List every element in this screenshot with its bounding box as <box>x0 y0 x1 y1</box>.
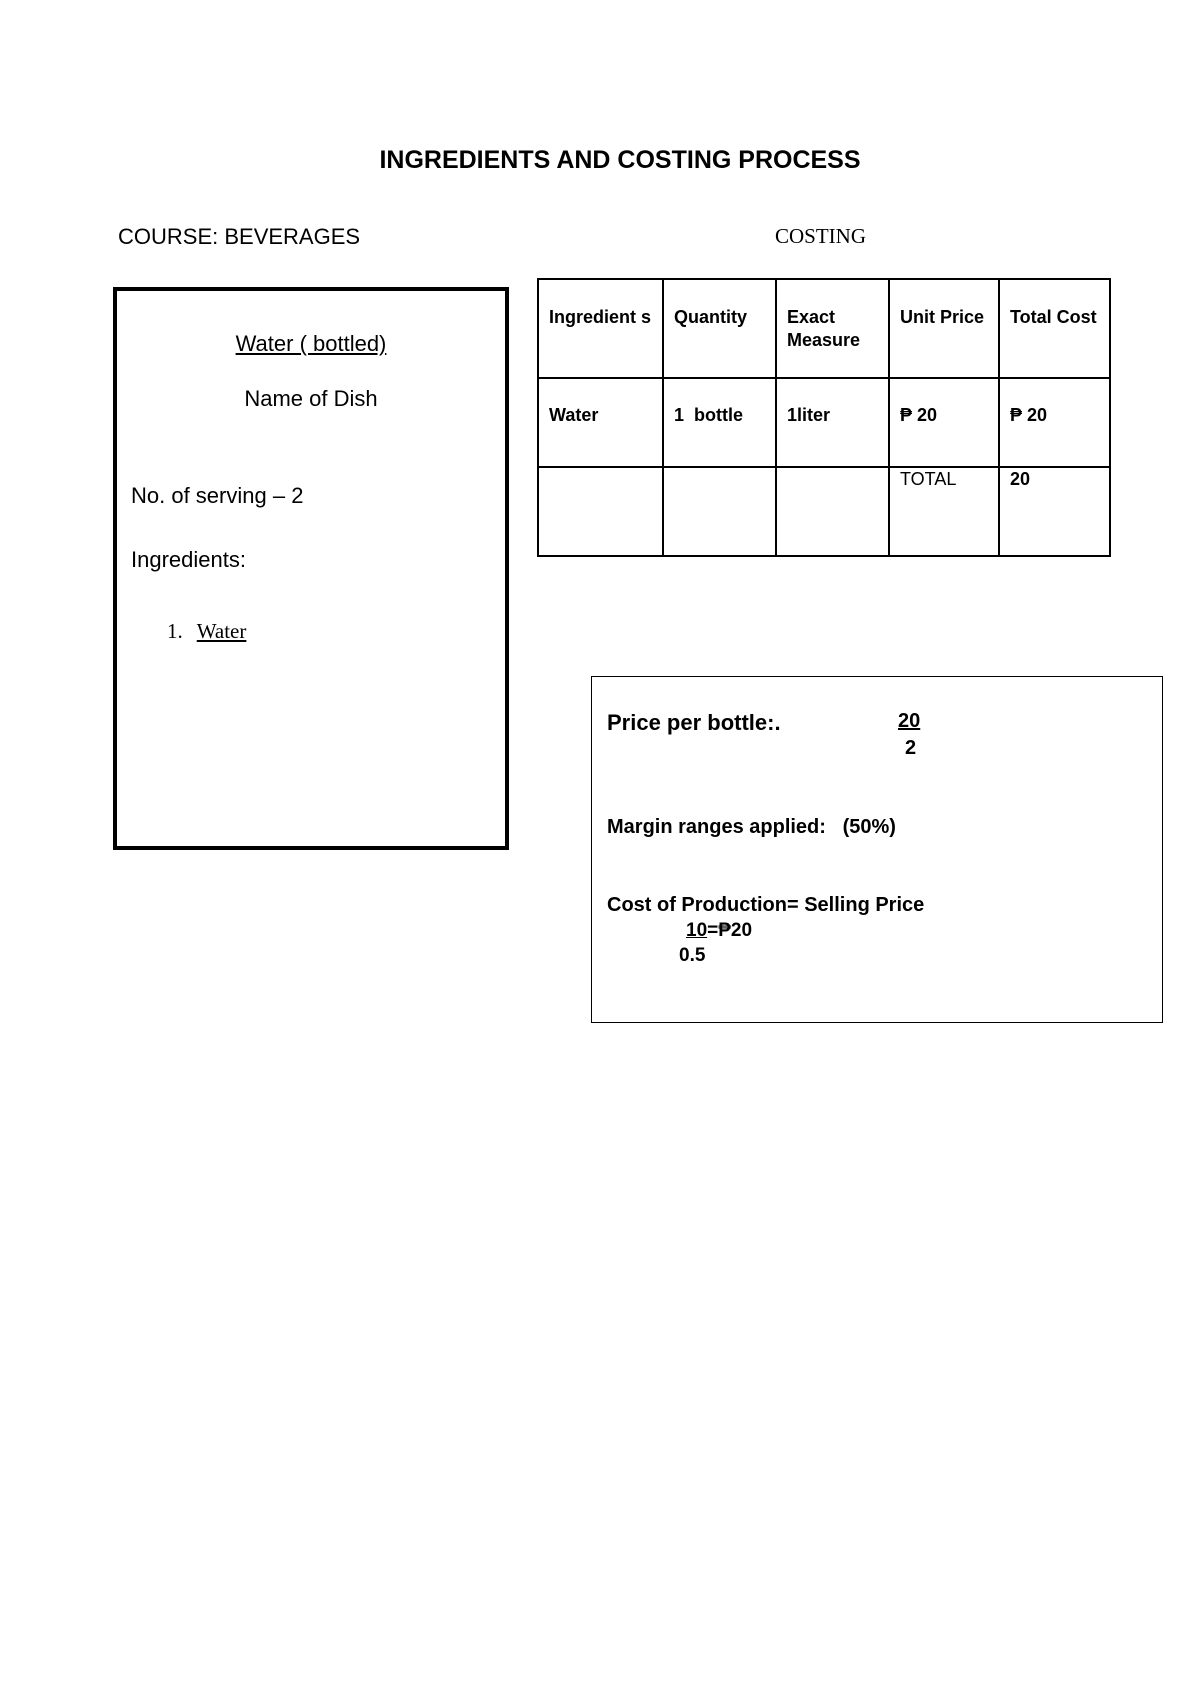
ingredient-number: 1. <box>167 619 183 643</box>
ingredients-heading: Ingredients: <box>131 547 246 572</box>
cop-numerator: 10 <box>686 920 708 941</box>
document-title: INGREDIENTS AND COSTING PROCESS <box>379 146 861 174</box>
cop-result: =₱20 <box>707 920 753 941</box>
header-unit-price: Unit Price <box>889 279 999 378</box>
cell-total-value: 20 <box>999 467 1110 556</box>
cell-total-cost: ₱ 20 <box>999 378 1110 467</box>
header-ingredients: Ingredient s <box>538 279 663 378</box>
cell-empty <box>663 467 776 556</box>
cost-of-production-text: Cost of Production= Selling Price <box>607 894 925 916</box>
price-per-bottle-denominator: 2 <box>905 737 917 759</box>
cell-total-label: TOTAL <box>889 467 999 556</box>
calculation-box <box>591 676 1163 1023</box>
cell-ingredient: Water <box>538 378 663 467</box>
ingredient-name: Water <box>196 619 247 643</box>
dish-card <box>113 287 509 850</box>
table-row <box>538 378 1110 467</box>
price-per-bottle-label: Price per bottle:. <box>607 710 781 735</box>
cell-measure: 1liter <box>776 378 889 467</box>
table-total-row <box>538 467 1110 556</box>
dish-caption: Name of Dish <box>244 386 378 411</box>
costing-table <box>537 278 1111 557</box>
cell-quantity: 1 bottle <box>663 378 776 467</box>
ingredient-list-item <box>167 619 246 644</box>
table-header-row <box>538 279 1110 378</box>
header-quantity: Quantity <box>663 279 776 378</box>
cell-unit-price: ₱ 20 <box>889 378 999 467</box>
course-label: COURSE: BEVERAGES <box>118 224 361 249</box>
costing-label: COSTING <box>775 224 867 248</box>
cell-empty <box>776 467 889 556</box>
cost-of-production-formula <box>686 920 752 942</box>
price-per-bottle-numerator: 20 <box>898 710 921 732</box>
cell-empty <box>538 467 663 556</box>
cop-denominator: 0.5 <box>679 945 706 966</box>
dish-name: Water ( bottled) <box>235 331 387 356</box>
margin-text: Margin ranges applied: (50%) <box>607 816 896 838</box>
header-total-cost: Total Cost <box>999 279 1110 378</box>
servings-text: No. of serving – 2 <box>131 483 304 508</box>
header-exact-measure: Exact Measure <box>776 279 889 378</box>
